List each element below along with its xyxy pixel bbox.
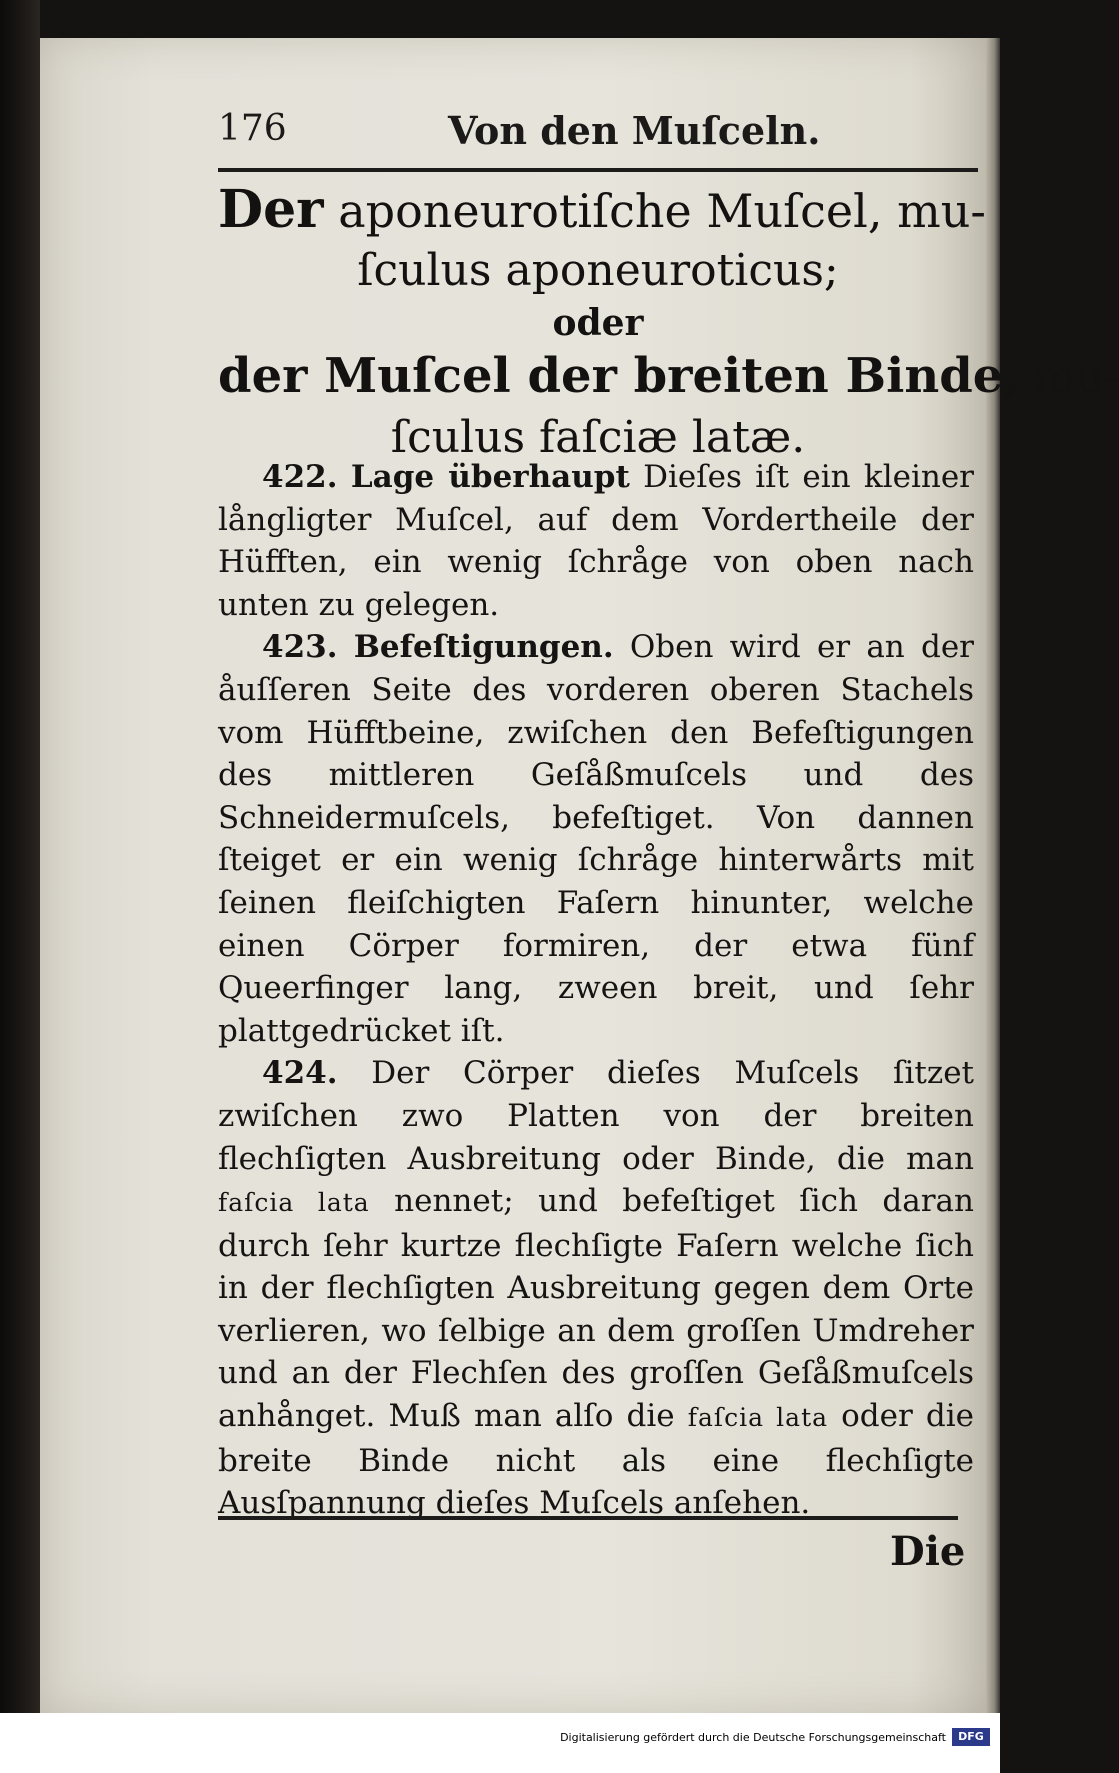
paragraph-text: oder die breite Binde nicht als eine flechſigte Ausſpannung dieſes Muſcels anſehen. <box>218 1398 974 1522</box>
header-rule <box>218 168 978 172</box>
page-number: 176 <box>218 108 287 149</box>
paragraph-number: 424. <box>262 1055 338 1092</box>
page-edge <box>986 38 1000 1713</box>
paragraph-text: Dieſes iſt ein kleiner långligter Muſcel, auf dem Vordertheile der Hüfften, ein wenig ſchråge von oben nach unten zu gelegen. <box>218 459 974 623</box>
title-line-1 <box>218 179 986 241</box>
title-line-1-rest: aponeurotiſche Muſcel, mu- <box>323 184 986 238</box>
paragraph-422 <box>218 456 974 626</box>
title-line-4-rest: mu- <box>1020 352 1119 403</box>
title-line-5: ſculus faſciæ latæ. <box>390 412 806 463</box>
digitization-footer <box>0 1713 1000 1773</box>
page-header <box>218 108 978 158</box>
latin-term: faſcia lata <box>218 1188 370 1218</box>
title-line-2: ſculus aponeuroticus; <box>357 245 839 296</box>
paragraph-number: 422. <box>262 459 338 495</box>
book-binding <box>0 0 40 1773</box>
paragraph-text: Der Cörper dieſes Muſcels ſitzet zwiſchen zwo Platten von der breiten flechſigten Ausbreitung oder Binde, die man <box>218 1055 974 1177</box>
running-head: Von den Muſceln. <box>448 108 821 153</box>
dfg-logo: DFG <box>952 1728 990 1746</box>
paragraph-lead: Befeſtigungen. <box>353 629 614 666</box>
title-line-4 <box>218 345 1119 409</box>
footer-credit: Digitalisierung gefördert durch die Deutsche Forschungsgemeinschaft <box>560 1731 946 1744</box>
latin-term: faſcia lata <box>687 1403 829 1433</box>
title-line-4-bold: der Muſcel der breiten Binde, <box>218 348 1021 404</box>
title-line-1-bold: Der <box>218 179 324 240</box>
title-oder: oder <box>552 302 644 344</box>
paragraph-423 <box>218 626 974 1052</box>
catchword: Die <box>890 1528 966 1575</box>
paragraph-number: 423. <box>262 629 338 666</box>
paragraph-lead: Lage überhaupt <box>350 459 630 495</box>
paragraph-text: nennet; und befeſtiget ſich daran durch ſehr kurtze flechſigte Faſern welche ſich in der flechſigten Ausbreitung gegen dem Orte verlieren, wo ſelbige an dem groſſen Umdreher und an der Flechſen des groſſen Geſåßmuſcels anhånget. Muß man alſo die <box>218 1183 974 1435</box>
paragraph-424 <box>218 1052 974 1525</box>
section-title <box>218 179 1119 467</box>
paragraph-text: Oben wird er an der åuſſeren Seite des vorderen oberen Stachels vom Hüfftbeine, zwiſchen den Befeſtigungen des mittleren Geſåßmuſcels und des Schneidermuſcels, befeſtiget. Von dannen ſteiget er ein wenig ſchråge hinterwårts mit ſeinen fleiſchigten Faſern hinunter, welche einen Cörper formiren, der etwa fünf Queerfinger lang, zween breit, und ſehr plattgedrücket iſt. <box>218 629 974 1049</box>
body-text <box>218 456 974 1525</box>
footer-rule <box>218 1516 958 1520</box>
